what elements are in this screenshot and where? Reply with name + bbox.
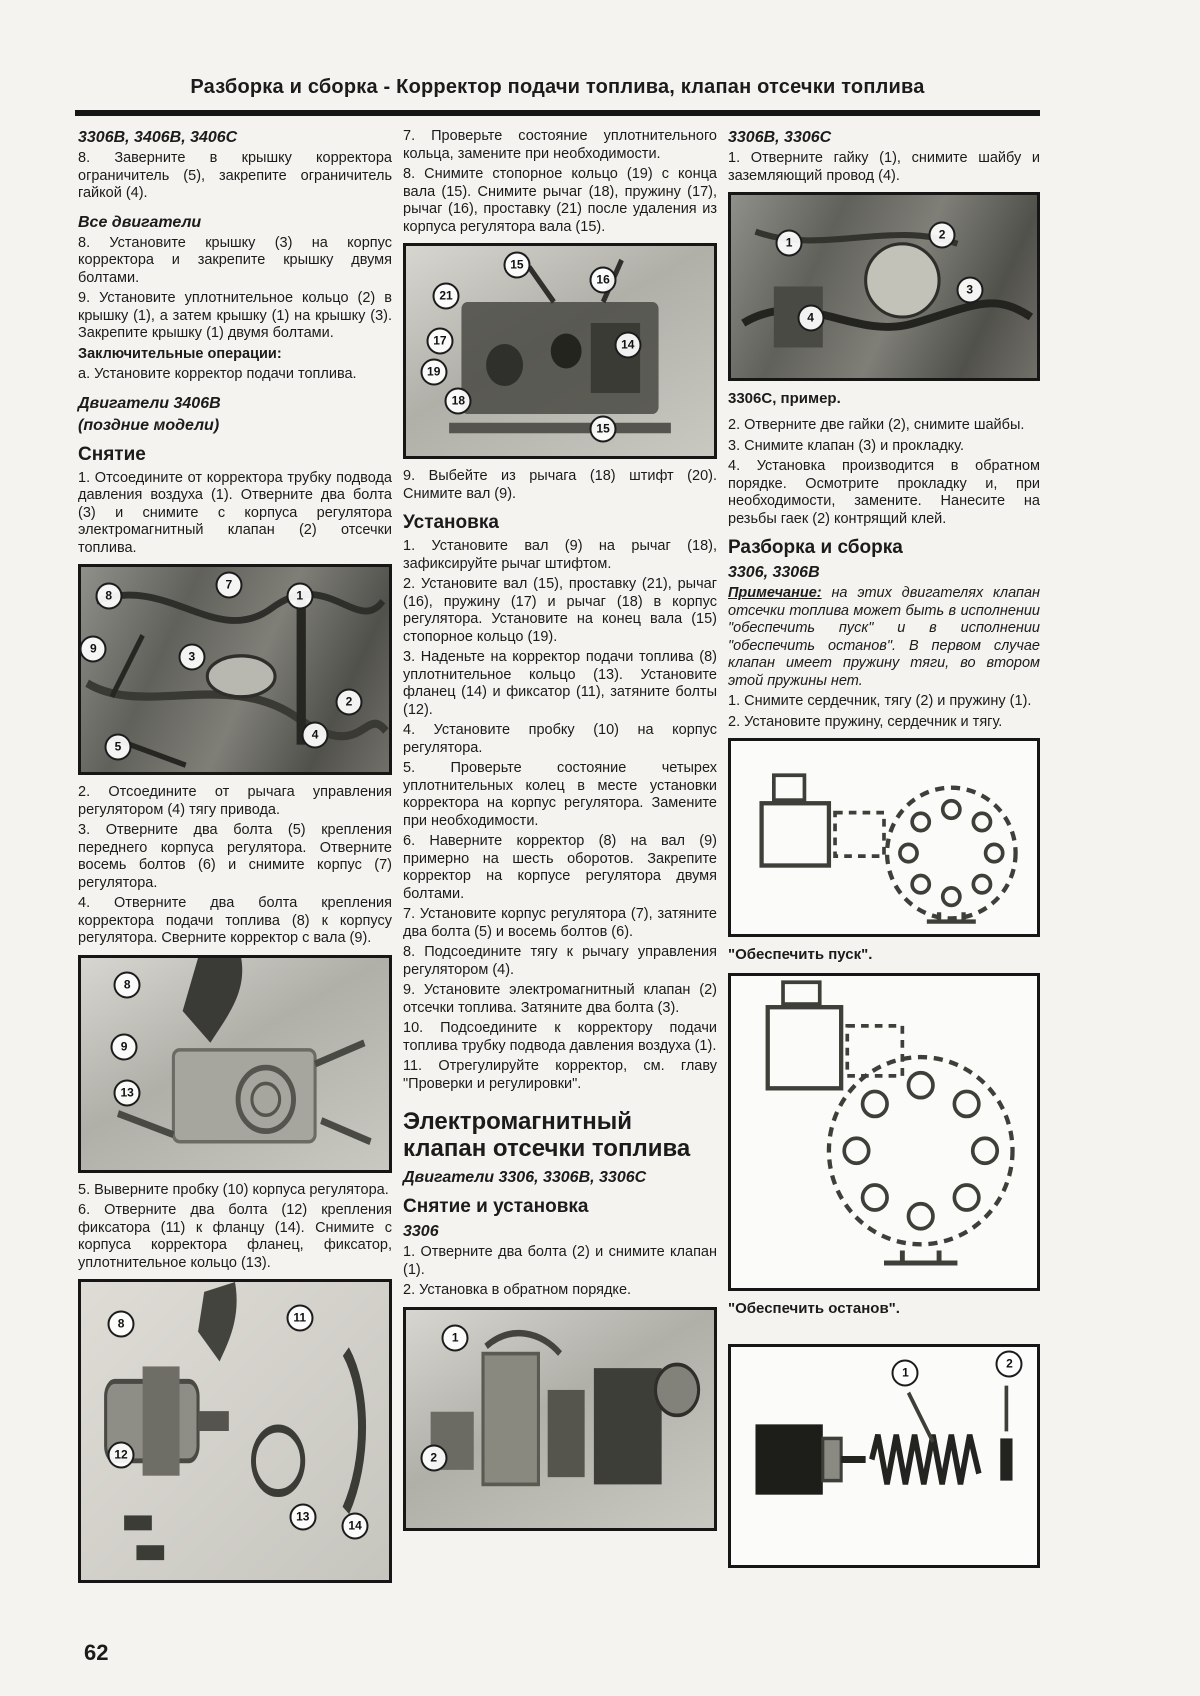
paragraph: 1. Отсоедините от корректора трубку подвода давления воздуха (1). Отверните два болта (3) и снимите с корпуса регулятора электромагнитный клапан (2) отсечки топлива. xyxy=(78,469,392,556)
photo-artwork xyxy=(731,195,1037,378)
figure-caption: "Обеспечить останов". xyxy=(728,1300,900,1317)
model-heading: (поздние модели) xyxy=(78,416,220,434)
paragraph: 2. Отсоедините от рычага управления регулятором (4) тягу привода. xyxy=(78,784,392,818)
callout-circle: 14 xyxy=(342,1513,369,1540)
callout-circle: 9 xyxy=(80,636,107,663)
paragraph: 1. Снимите сердечник, тягу (2) и пружину (1). xyxy=(728,693,1032,709)
callout-circle: 5 xyxy=(104,734,131,761)
column-middle xyxy=(403,128,717,1540)
step: 2. Установите вал (15), проставку (21), рычаг (16), пружину (17) и рычаг (18) в корпус регулятора. Установите на конец вала (15) стопорное кольцо (19). xyxy=(403,576,717,645)
paragraph: 2. Отверните две гайки (2), снимите шайбы. xyxy=(728,417,1025,433)
callout-circle: 15 xyxy=(590,415,617,442)
figure-corrector-parts-photo xyxy=(78,1279,392,1583)
figure-solenoid-on-engine-photo xyxy=(728,192,1040,381)
figure-caption: "Обеспечить пуск". xyxy=(728,946,873,963)
figure-corrector-engine-photo xyxy=(78,564,392,775)
step: 10. Подсоедините к корректору подачи топлива трубку подвода давления воздуха (1). xyxy=(403,1020,717,1054)
callout-circle: 17 xyxy=(426,327,453,354)
callout-circle: 8 xyxy=(108,1310,135,1337)
model-heading: 3306, 3306B xyxy=(728,564,820,581)
step: 5. Проверьте состояние четырех уплотнительных колец в месте установки корректора на корпус регулятора. Замените при необходимости. xyxy=(403,760,717,829)
callout-circle: 4 xyxy=(797,304,824,331)
section-heading-removal-installation: Снятие и установка xyxy=(403,1196,589,1217)
step: 9. Установите электромагнитный клапан (2) отсечки топлива. Затяните два болта (3). xyxy=(403,982,717,1016)
paragraph: Заключительные операции: xyxy=(78,345,282,362)
section-heading-removal: Снятие xyxy=(78,443,146,465)
callout-circle: 7 xyxy=(215,572,242,599)
step: 11. Отрегулируйте корректор, см. главу "Проверки и регулировки". xyxy=(403,1058,717,1092)
callout-circle: 1 xyxy=(776,229,803,256)
column-right xyxy=(728,128,1040,1577)
paragraph: 1. Отверните два болта (2) и снимите клапан (1). xyxy=(403,1244,717,1278)
callout-circle: 21 xyxy=(433,283,460,310)
callout-circle: 4 xyxy=(302,722,329,749)
callout-circle: 3 xyxy=(178,644,205,671)
header-divider xyxy=(75,110,1040,116)
paragraph: а. Установите корректор подачи топлива. xyxy=(78,366,357,382)
paragraph: 2. Установка в обратном порядке. xyxy=(403,1282,632,1298)
page-header-title: Разборка и сборка - Корректор подачи топлива, клапан отсечки топлива xyxy=(190,76,925,98)
paragraph: 2. Установите пружину, сердечник и тягу. xyxy=(728,713,1003,730)
callout-circle: 16 xyxy=(590,266,617,293)
callout-circle: 1 xyxy=(286,582,313,609)
diagram-artwork xyxy=(731,1347,1037,1565)
callout-circle: 2 xyxy=(335,689,362,716)
figure-run-position-diagram xyxy=(728,738,1040,937)
model-heading: Все двигатели xyxy=(78,213,202,231)
paragraph: 4. Установка производится в обратном порядке. Осмотрите прокладку и, при необходимости, замените. Нанесите на резьбы гаек (2) контрящий клей. xyxy=(728,458,1040,527)
callout-circle: 18 xyxy=(445,388,472,415)
callout-circle: 3 xyxy=(956,277,983,304)
model-heading: 3306 xyxy=(403,1223,439,1240)
step: 7. Установите корпус регулятора (7), затяните два болта (5) и восемь болтов (6). xyxy=(403,906,717,940)
callout-circle: 8 xyxy=(95,582,122,609)
paragraph: 5. Выверните пробку (10) корпуса регулятора. xyxy=(78,1181,389,1198)
step: 6. Наверните корректор (8) на вал (9) примерно на шесть оборотов. Закрепите корректор на корпусе регулятора двумя болтами. xyxy=(403,833,717,902)
model-heading: 3306B, 3306C xyxy=(728,129,832,146)
figure-caption: 3306C, пример. xyxy=(728,390,841,407)
callout-circle: 1 xyxy=(892,1360,919,1387)
note-paragraph xyxy=(728,585,1040,690)
model-heading: Двигатели 3306, 3306B, 3306C xyxy=(403,1169,647,1186)
paragraph: 4. Отверните два болта крепления корректора подачи топлива (8) к корпусу регулятора. Сверните корректор с вала (9). xyxy=(78,895,392,946)
diagram-artwork xyxy=(731,976,1037,1288)
section-heading-disassembly: Разборка и сборка xyxy=(728,537,903,558)
figure-stop-position-diagram xyxy=(728,973,1040,1291)
paragraph: 9. Выбейте из рычага (18) штифт (20). Снимите вал (9). xyxy=(403,468,717,502)
callout-circle: 15 xyxy=(503,251,530,278)
section-heading-installation: Установка xyxy=(403,512,499,533)
paragraph: 7. Проверьте состояние уплотнительного кольца, замените при необходимости. xyxy=(403,128,717,162)
step: 4. Установите пробку (10) на корпус регулятора. xyxy=(403,722,717,756)
note-label: Примечание: xyxy=(728,585,822,601)
diagram-artwork xyxy=(731,741,1037,934)
section-title-solenoid-valve: Электромагнитный клапан отсечки топлива xyxy=(403,1108,691,1162)
paragraph: 8. Снимите стопорное кольцо (19) с конца вала (15). Снимите рычаг (18), пружину (17), рычаг (16), проставку (21) после удаления из корпуса регулятора вала (15). xyxy=(403,166,717,235)
figure-governor-internals-photo xyxy=(403,243,717,459)
step: 8. Подсоедините тягу к рычагу управления регулятором (4). xyxy=(403,944,717,978)
callout-circle: 8 xyxy=(114,972,141,999)
note-text: на этих двигателях клапан отсечки топлива может быть в исполнении "обеспечить пуск" и в исполнении "обеспечить останов". В первом случае клапан имеет пружину тяги, во втором этой пружины нет. xyxy=(728,585,1040,689)
callout-circle: 13 xyxy=(114,1080,141,1107)
callout-circle: 2 xyxy=(929,222,956,249)
paragraph: 8. Установите крышку (3) на корпус корректора и закрепите крышку двумя болтами. xyxy=(78,234,392,286)
callout-circle: 2 xyxy=(996,1351,1023,1378)
callout-circle: 14 xyxy=(614,331,641,358)
figure-solenoid-spring-drawing xyxy=(728,1344,1040,1568)
photo-artwork xyxy=(406,246,714,456)
page-number: 62 xyxy=(84,1640,109,1665)
paragraph: 8. Заверните в крышку корректора ограничитель (5), закрепите ограничитель гайкой (4). xyxy=(78,150,392,201)
callout-circle: 9 xyxy=(111,1033,138,1060)
model-heading: 3306B, 3406B, 3406C xyxy=(78,129,238,146)
callout-circle: 2 xyxy=(420,1444,447,1471)
model-heading: Двигатели 3406B xyxy=(78,394,221,412)
callout-circle: 19 xyxy=(420,359,447,386)
paragraph: 6. Отверните два болта (12) крепления фиксатора (11) к фланцу (14). Снимите с корпуса корректора фланец, фиксатор, уплотнительное кольцо (13). xyxy=(78,1202,392,1271)
paragraph: 9. Установите уплотнительное кольцо (2) в крышку (1), а затем крышку (1) на крышку (3). Закрепите крышку (1) двумя болтами. xyxy=(78,290,392,341)
paragraph: 1. Отверните гайку (1), снимите шайбу и заземляющий провод (4). xyxy=(728,150,1040,184)
figure-injection-pump-photo xyxy=(403,1307,717,1531)
paragraph: 3. Отверните два болта (5) крепления переднего корпуса регулятора. Отверните восемь болтов (6) и снимите корпус (7) регулятора. xyxy=(78,822,392,891)
paragraph: 3. Снимите клапан (3) и прокладку. xyxy=(728,437,965,454)
figure-governor-removal-photo xyxy=(78,955,392,1173)
step: 3. Наденьте на корректор подачи топлива (8) уплотнительное кольцо (13). Установите фланец (14) и фиксатор (11), затяните болты (12). xyxy=(403,649,717,718)
callout-circle: 1 xyxy=(442,1324,469,1351)
callout-circle: 11 xyxy=(286,1304,313,1331)
step: 1. Установите вал (9) на рычаг (18), зафиксируйте рычаг штифтом. xyxy=(403,538,717,572)
callout-circle: 12 xyxy=(108,1441,135,1468)
column-left xyxy=(78,128,392,1592)
callout-circle: 13 xyxy=(289,1504,316,1531)
